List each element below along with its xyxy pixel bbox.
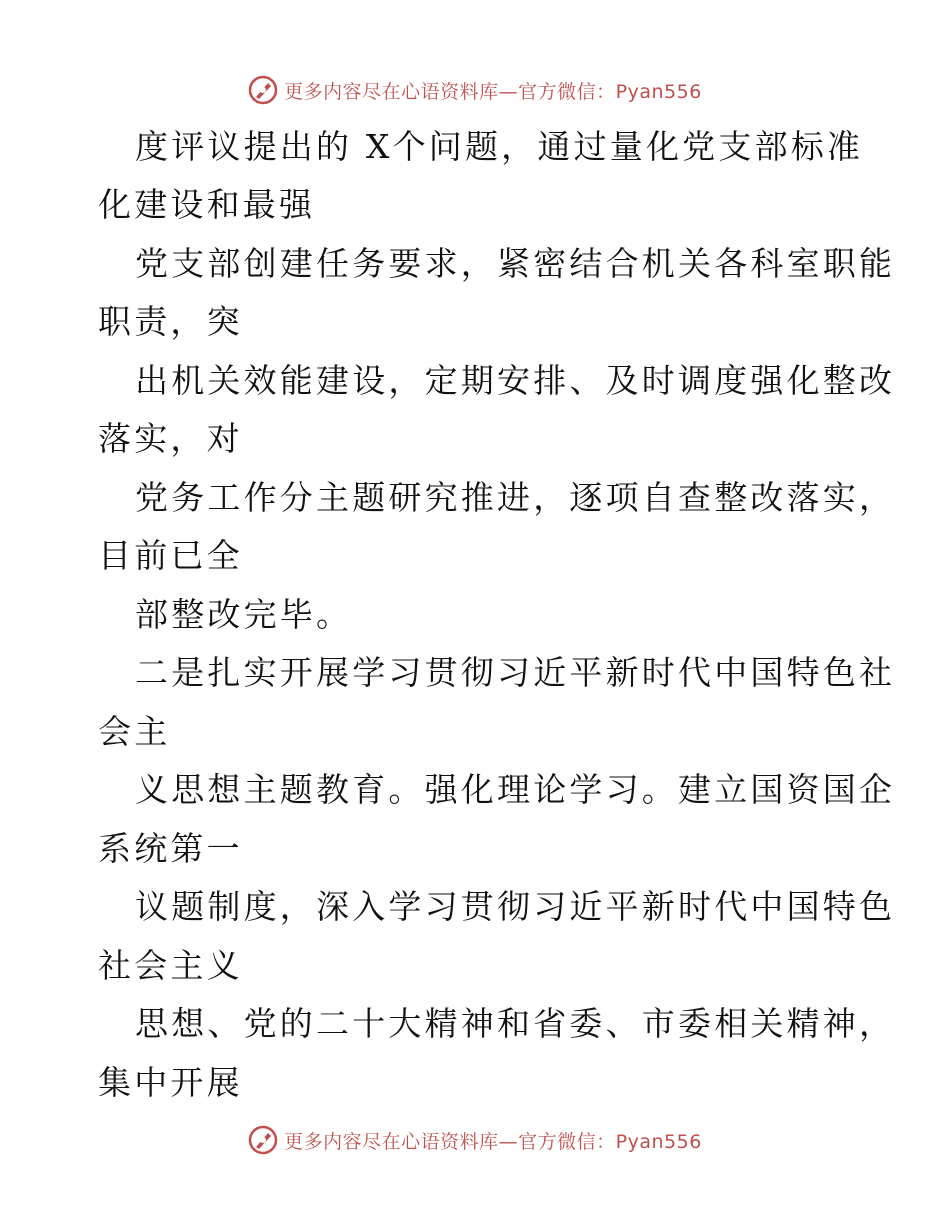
text-line: 出机关效能建设，定期安排、及时调度强化整改: [135, 361, 896, 400]
text-line: 化建设和最强: [98, 185, 316, 224]
text-line: 集中开展: [98, 1063, 243, 1102]
text-line: 社会主义: [98, 946, 243, 985]
footer-watermark: [0, 1120, 950, 1160]
text-line: 系统第一: [98, 829, 243, 868]
text-line: 会主: [98, 712, 171, 751]
text-line: 目前已全: [98, 536, 243, 575]
text-line: 议题制度，深入学习贯彻习近平新时代中国特色: [135, 887, 896, 926]
text-line: 二是扎实开展学习贯彻习近平新时代中国特色社: [135, 653, 896, 692]
text-line: 度评议提出的 X个问题，通过量化党支部标准: [135, 127, 864, 166]
text-line: 落实，对: [98, 419, 243, 458]
text-line: 党务工作分主题研究推进，逐项自查整改落实，: [135, 478, 896, 517]
pen-seal-icon: [248, 1125, 278, 1155]
text-line: 党支部创建任务要求，紧密结合机关各科室职能: [135, 244, 896, 283]
text-line: 部整改完毕。: [135, 595, 353, 634]
watermark-text: 更多内容尽在心语资料库—官方微信：Pyan556: [284, 1130, 702, 1153]
text-line: 义思想主题教育。强化理论学习。建立国资国企: [135, 770, 896, 809]
watermark-text: 更多内容尽在心语资料库—官方微信：Pyan556: [284, 80, 702, 103]
text-line: 职责，突: [98, 302, 243, 341]
text-line: 思想、党的二十大精神和省委、市委相关精神，: [135, 1004, 896, 1043]
